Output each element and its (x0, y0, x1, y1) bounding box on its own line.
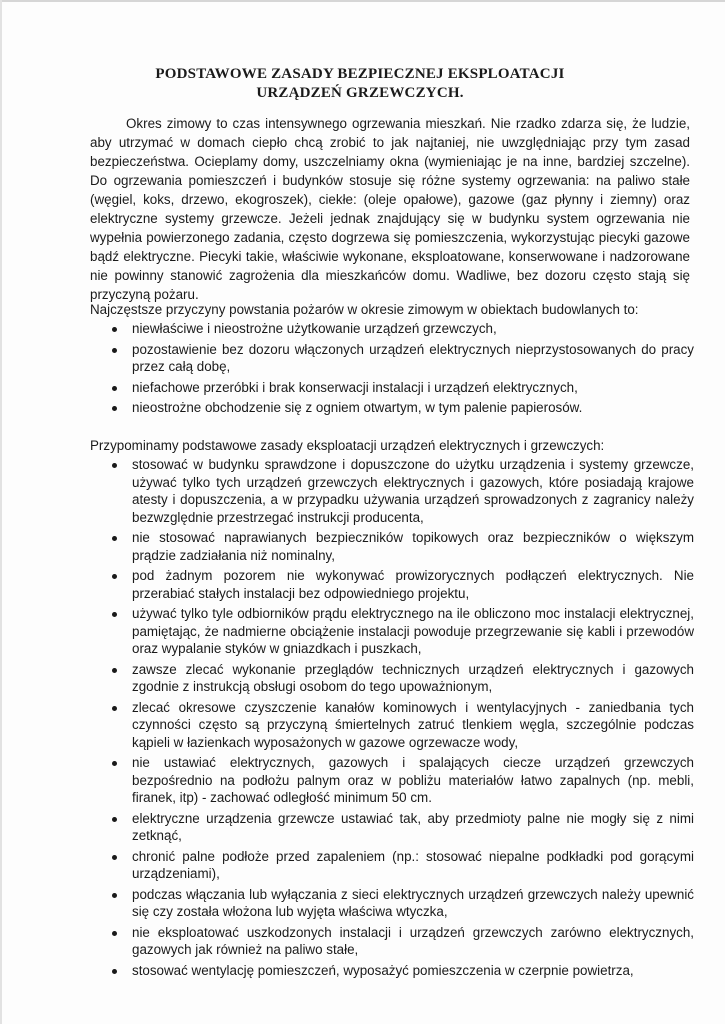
document-title-line-1: PODSTAWOWE ZASADY BEZPIECZNEJ EKSPLOATACJI (155, 66, 565, 82)
list-item-text: nie ustawiać elektrycznych, gazowych i spalających ciecze urządzeń grzewczych bezpośrednio na podłożu palnym oraz w pobliżu materiałów łatwo zapalnych (np. mebli, firanek, itp) - zachować odległość minimum 50 cm. (132, 755, 694, 805)
bullet-icon (112, 386, 117, 391)
list-item-text: niewłaściwe i nieostrożne użytkowanie urządzeń grzewczych, (132, 321, 497, 336)
list-item (90, 754, 694, 807)
list-item-text: zlecać okresowe czyszczenie kanałów kominowych i wentylacyjnych - zaniedbania tych czynności często są przyczyną śmiertelnych zatruć tlenkiem węgla, szczególnie podczas kąpieli w łazienkach wyposażonych w gazowe ogrzewacze wody, (132, 699, 694, 750)
list-item-text: zawsze zlecać wykonanie przeglądów technicznych urządzeń elektrycznych i gazowych zgodnie z instrukcją obsługi osobom do tego upoważnionym, (132, 661, 694, 694)
list-item (90, 399, 694, 417)
intro-paragraph: Okres zimowy to czas intensywnego ogrzewania mieszkań. Nie rzadko zdarza się, że ludzie, aby utrzymać w domach ciepło chcą zrobić to jak najtaniej, nie uwzględniając przy tym zasad bezpieczeństwa. Ocieplamy domy, uszczelniamy okna (wymieniając je na inne, bardziej szczelne). Do ogrzewania pomieszczeń i budynków stosuje się różne systemy ogrzewania: na paliwo stałe (węgiel, koks, drzewo, ekogroszek), ciekłe: (oleje opałowe), gazowe (gaz płynny i ziemny) oraz elektryczne systemy grzewcze. Jeżeli jednak znajdujący się w budynku system ogrzewania nie wypełnia powierzonego zadania, często dogrzewa się pomieszczenia, wykorzystując piecyki gazowe bądź elektryczne. Piecyki takie, właściwie wykonane, eksploatowane, konserwowane i nadzorowane nie powinny stanowić zagrożenia dla mieszkańców domu. Wadliwe, bez dozoru często stają się przyczyną pożaru. (90, 116, 690, 302)
list-item-text: chronić palne podłoże przed zapaleniem (np.: stosować niepalne podkładki pod gorącymi urządzeniami), (132, 848, 694, 881)
bullet-icon (112, 893, 117, 898)
list-item (90, 810, 694, 845)
list-item (90, 962, 694, 980)
list-item-text: pozostawienie bez dozoru włączonych urządzeń elektrycznych nieprzystosowanych do pracy przez całą dobę, (132, 341, 694, 374)
list-item-text: elektryczne urządzenia grzewcze ustawiać tak, aby przedmioty palne nie mogły się z nimi zetknąć, (132, 810, 694, 843)
bullet-icon (112, 969, 117, 974)
scan-edge-top (0, 0, 725, 2)
document-title-line-2: URZĄDZEŃ GRZEWCZYCH. (256, 85, 464, 101)
list-item-text: nie stosować naprawianych bezpieczników topikowych oraz bezpieczników o większym prądzie zadziałania niż nominalny, (132, 530, 694, 563)
list-item-text: stosować wentylację pomieszczeń, wyposażyć pomieszczenia w czerpnie powietrza, (132, 962, 634, 978)
bullet-icon (112, 536, 117, 541)
bullet-icon (112, 574, 117, 579)
list-item-text: niefachowe przeróbki i brak konserwacji instalacji i urządzeń elektrycznych, (132, 379, 578, 395)
list-item-text: pod żadnym pozorem nie wykonywać prowizorycznych podłączeń elektrycznych. Nie przerabiać stałych instalacji bez odpowiedniego projektu, (132, 568, 694, 601)
rules-intro: Przypominamy podstawowe zasady eksploatacji urządzeń elektrycznych i grzewczych: (90, 438, 605, 453)
list-item-text: stosować w budynku sprawdzone i dopuszczone do użytku urządzenia i systemy grzewcze, używać tylko tych urządzeń grzewczych elektrycznych i gazowych, które posiadają krajowe atesty i dopuszczenia, a w przypadku używania urządzeń sprowadzonych z zagranicy należy bezwzględnie przestrzegać instrukcji producenta, (132, 457, 694, 525)
scan-edge-left (0, 0, 2, 1024)
list-item (90, 341, 694, 376)
list-item (90, 848, 694, 883)
bullet-icon (112, 668, 117, 673)
list-item (90, 567, 694, 602)
list-item (90, 886, 694, 921)
bullet-icon (112, 706, 117, 711)
list-item (90, 924, 694, 959)
causes-intro: Najczęstsze przyczyny powstania pożarów w okresie zimowym w obiektach budowlanych to: (90, 302, 639, 317)
bullet-icon (112, 931, 117, 936)
bullet-icon (112, 855, 117, 860)
bullet-icon (112, 327, 117, 332)
list-item (90, 699, 694, 752)
bullet-icon (112, 817, 117, 822)
rules-list (90, 456, 694, 982)
list-item-text: nieostrożne obchodzenie się z ogniem otwartym, w tym palenie papierosów. (132, 400, 583, 415)
bullet-icon (112, 348, 117, 353)
list-item-text: nie eksploatować uszkodzonych instalacji i urządzeń grzewczych zarówno elektrycznych, gazowych jak również na paliwo stałe, (132, 924, 694, 957)
list-item (90, 320, 694, 338)
bullet-icon (112, 406, 117, 411)
causes-list (90, 320, 694, 420)
bullet-icon (112, 463, 117, 468)
bullet-icon (112, 612, 117, 617)
list-item (90, 379, 694, 397)
list-item (90, 529, 694, 564)
list-item (90, 661, 694, 696)
list-item (90, 605, 694, 658)
list-item-text: podczas włączania lub wyłączania z sieci elektrycznych urządzeń grzewczych należy upewnić się czy została włożona lub wyjęta właściwa wtyczka, (132, 886, 694, 919)
bullet-icon (112, 761, 117, 766)
list-item (90, 456, 694, 526)
list-item-text: używać tylko tyle odbiorników prądu elektrycznego na ile obliczono moc instalacji elektrycznej, pamiętając, że nadmierne obciążenie instalacji powoduje przegrzewanie się kabli i przewodów oraz wypalanie styków w gniazdkach i puszkach, (132, 606, 694, 656)
